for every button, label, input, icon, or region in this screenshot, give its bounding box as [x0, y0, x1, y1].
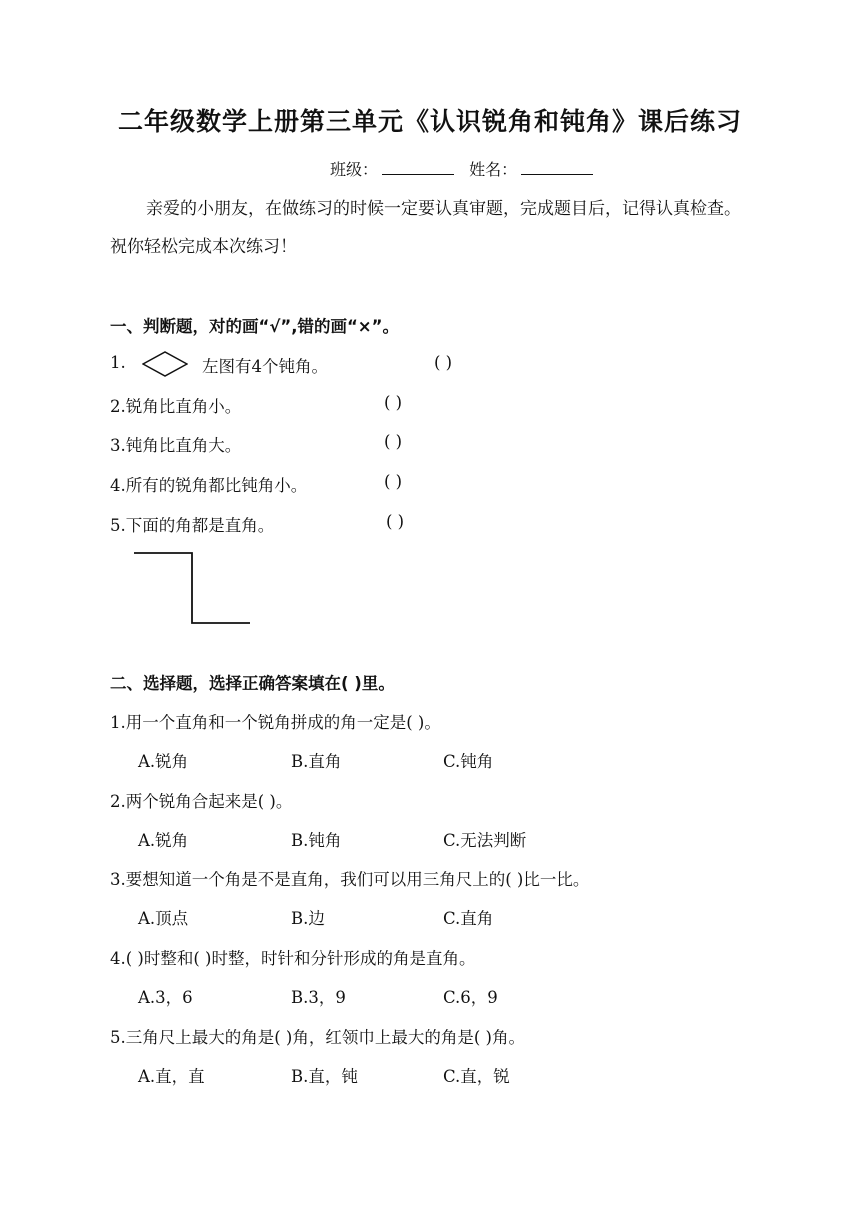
choice-q1-option-c[interactable]: C.钝角 — [443, 752, 494, 771]
choice-q2: 2.两个锐角合起来是( )。 — [110, 792, 293, 811]
judge-item-2-text: 2.锐角比直角小。 — [110, 397, 242, 416]
choice-q3-option-c[interactable]: C.直角 — [443, 909, 494, 928]
judge-item-5-text: 5.下面的角都是直角。 — [110, 516, 275, 535]
class-blank[interactable] — [382, 160, 454, 175]
rhombus-figure — [142, 351, 188, 377]
section1-heading: 一、判断题，对的画“√”,错的画“×”。 — [110, 317, 399, 336]
choice-q4-option-a[interactable]: A.3，6 — [138, 988, 193, 1007]
judge-item-4-text: 4.所有的锐角都比钝角小。 — [110, 476, 308, 495]
intro-text: 亲爱的小朋友，在做练习的时候一定要认真审题，完成题目后，记得认真检查。祝你轻松完成本次练习！ — [110, 199, 741, 257]
judge-item-1-text: 左图有4个钝角。 — [202, 357, 328, 376]
choice-q2-option-c[interactable]: C.无法判断 — [443, 831, 527, 850]
choice-q5-option-b[interactable]: B.直，钝 — [291, 1067, 358, 1086]
choice-q2-option-a[interactable]: A.锐角 — [138, 831, 189, 850]
section2-heading: 二、选择题，选择正确答案填在( )里。 — [110, 674, 395, 693]
choice-q3-option-b[interactable]: B.边 — [291, 909, 325, 928]
judge-item-3-text: 3.钝角比直角大。 — [110, 436, 242, 455]
choice-q1-option-b[interactable]: B.直角 — [291, 752, 342, 771]
choice-q4: 4.( )时整和( )时整，时针和分针形成的角是直角。 — [110, 949, 476, 968]
right-angle-figure — [132, 551, 252, 627]
judge-item-1-answer[interactable]: ( ) — [434, 353, 453, 372]
judge-item-1-number: 1. — [110, 353, 126, 372]
judge-item-1 — [110, 353, 126, 372]
judge-item-2-answer[interactable]: ( ) — [384, 393, 403, 412]
page-title: 二年级数学上册第三单元《认识锐角和钝角》课后练习 — [117, 107, 742, 136]
judge-item-4-answer[interactable]: ( ) — [384, 472, 403, 491]
class-label: 班级： — [330, 160, 379, 179]
choice-q3-option-a[interactable]: A.顶点 — [138, 909, 189, 928]
choice-q5-option-a[interactable]: A.直，直 — [138, 1067, 205, 1086]
name-label: 姓名： — [469, 160, 518, 179]
choice-q2-option-b[interactable]: B.钝角 — [291, 831, 342, 850]
choice-q4-option-c[interactable]: C.6，9 — [443, 988, 498, 1007]
choice-q5-option-c[interactable]: C.直，锐 — [443, 1067, 510, 1086]
choice-q1-option-a[interactable]: A.锐角 — [138, 752, 189, 771]
choice-q1: 1.用一个直角和一个锐角拼成的角一定是( )。 — [110, 713, 441, 732]
choice-q4-option-b[interactable]: B.3，9 — [291, 988, 346, 1007]
student-info — [330, 157, 603, 180]
name-blank[interactable] — [521, 160, 593, 175]
judge-item-3-answer[interactable]: ( ) — [384, 432, 403, 451]
choice-q5: 5.三角尺上最大的角是( )角，红领巾上最大的角是( )角。 — [110, 1028, 525, 1047]
judge-item-5-answer[interactable]: ( ) — [386, 512, 405, 531]
choice-q3: 3.要想知道一个角是不是直角，我们可以用三角尺上的( )比一比。 — [110, 870, 590, 889]
